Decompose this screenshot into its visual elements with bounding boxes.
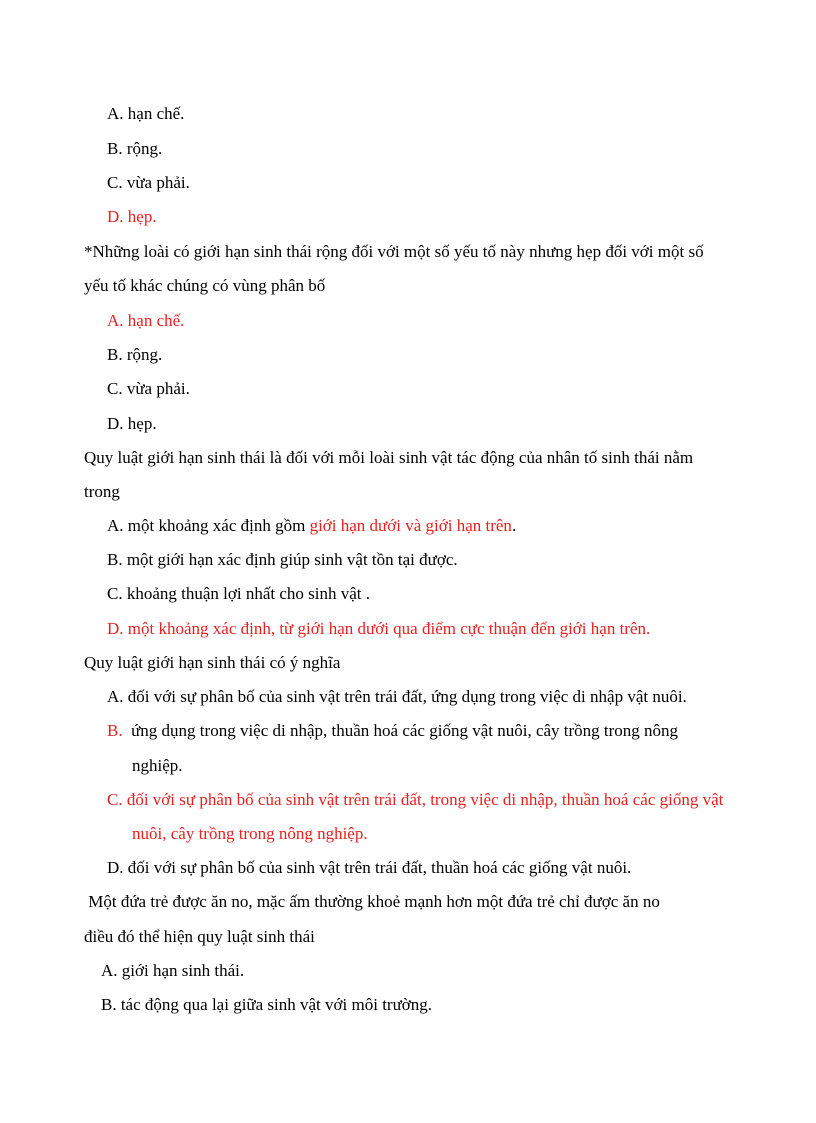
option-b-letter: B.: [107, 721, 123, 740]
option-b-continuation: nghiệp.: [132, 756, 183, 775]
option-a-highlight: giới hạn dưới và giới hạn trên: [309, 516, 512, 535]
option-c: C. vừa phải.: [107, 379, 190, 398]
option-a-answer: A. hạn chế.: [107, 311, 185, 330]
option-b-text: ứng dụng trong việc di nhập, thuần hoá các giống vật nuôi, cây trồng trong nông: [131, 721, 679, 740]
question-text: Quy luật giới hạn sinh thái là đối với mỗi loài sinh vật tác động của nhân tố sinh thái nằm: [84, 448, 694, 467]
option-c-answer: C. đối với sự phân bố của sinh vật trên trái đất, trong việc di nhập, thuần hoá các giống vật: [107, 790, 724, 809]
option-d-answer: D. hẹp.: [107, 207, 157, 226]
option-d-answer: D. một khoảng xác định, từ giới hạn dưới qua điểm cực thuận đến giới hạn trên.: [107, 619, 651, 638]
option-c: C. khoảng thuận lợi nhất cho sinh vật .: [107, 584, 371, 603]
option-b: B. rộng.: [107, 139, 163, 158]
question-text: điều đó thể hiện quy luật sinh thái: [84, 927, 315, 946]
option-a-text: A. một khoảng xác định gồm: [107, 516, 310, 535]
option-a: A. hạn chế.: [107, 104, 185, 123]
question-text: trong: [84, 482, 120, 501]
option-a: A. giới hạn sinh thái.: [101, 961, 245, 980]
option-b: B. một giới hạn xác định giúp sinh vật tồn tại được.: [107, 550, 458, 569]
question-text: yếu tố khác chúng có vùng phân bố: [84, 276, 326, 295]
option-a-period: .: [511, 516, 517, 535]
option-a: [107, 515, 516, 537]
question-text: Một đứa trẻ được ăn no, mặc ấm thường khoẻ mạnh hơn một đứa trẻ chỉ được ăn no: [84, 892, 660, 911]
option-b: B. rộng.: [107, 345, 163, 364]
option-c: C. vừa phải.: [107, 173, 190, 192]
option-c-continuation: nuôi, cây trồng trong nông nghiệp.: [132, 824, 368, 843]
option-b: B. tác động qua lại giữa sinh vật với môi trường.: [101, 995, 433, 1014]
question-text: *Những loài có giới hạn sinh thái rộng đối với một số yếu tố này nhưng hẹp đối với một số: [84, 242, 704, 261]
option-a: A. đối với sự phân bố của sinh vật trên trái đất, ứng dụng trong việc di nhập vật nuôi.: [107, 687, 687, 706]
question-text: Quy luật giới hạn sinh thái có ý nghĩa: [84, 653, 341, 672]
option-b: [107, 720, 678, 742]
option-d: D. đối với sự phân bố của sinh vật trên trái đất, thuần hoá các giống vật nuôi.: [107, 858, 632, 877]
option-d: D. hẹp.: [107, 414, 157, 433]
